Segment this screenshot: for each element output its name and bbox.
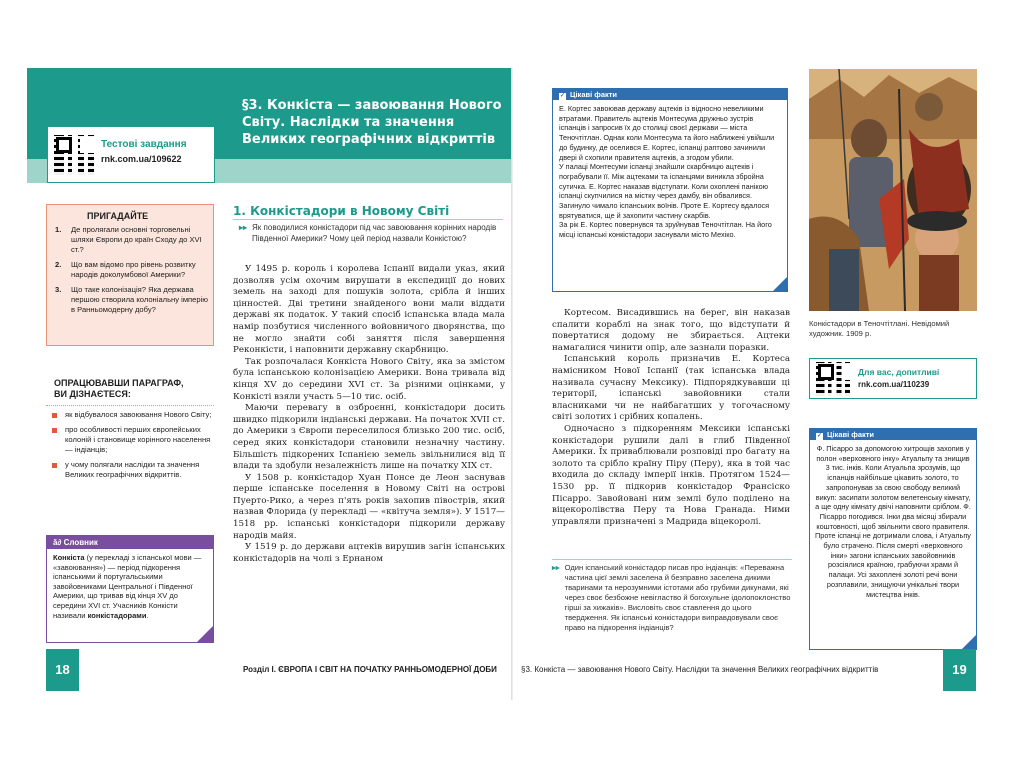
qr-code-icon[interactable] — [816, 362, 850, 396]
learn-heading: ОПРАЦЮВАВШИ ПАРАГРАФ, ВИ ДІЗНАЄТЕСЯ: — [54, 378, 184, 399]
list-item — [55, 225, 211, 255]
glossary-box — [46, 535, 214, 643]
list-item — [46, 460, 214, 480]
facts-body — [553, 100, 787, 244]
remember-heading: ПРИГАДАЙТЕ — [87, 211, 149, 221]
corner-decoration — [962, 635, 976, 649]
arrow-icon: ▸▸ — [239, 223, 248, 232]
paragraph: Так розпочалася Конкіста Нового Світу, яка за змістом була іспанською колонізацією Америки. Вона тривала від кінця XV до середини XVI ст. За різними оцінками, у Конкісті взяли участь 5—10 тис. осіб. — [233, 356, 505, 402]
paragraph: За рік Е. Кортес повернувся та зруйнував Теночтітлан. На його місці іспанські конкістадори заснували місто Мехіко. — [559, 220, 772, 240]
corner-decoration — [197, 626, 213, 642]
intro-question: ▸▸ Як поводилися конкістадори під час завоювання корінних народів Південної Америки? Чому цей період назвали Конкістою? — [239, 223, 497, 243]
item-number: 3. — [55, 285, 62, 294]
bullet-icon — [52, 428, 57, 433]
page-19 — [513, 68, 998, 700]
item-text: Що вам відомо про рівень розвитку народів доколумбової Америки? — [71, 260, 196, 279]
page-number: 18 — [46, 649, 79, 691]
painting-image — [809, 69, 977, 311]
facts-heading: ✓ Цікаві факти — [553, 89, 787, 100]
list-item — [55, 285, 211, 315]
item-text: у чому полягали наслідки та значення Великих географічних відкриттів. — [65, 460, 200, 479]
curious-qr-card[interactable] — [809, 358, 977, 399]
tests-label: Тестові завдання — [101, 139, 187, 150]
divider — [233, 219, 503, 220]
remember-list — [55, 225, 211, 320]
glossary-term-2: конкістадорами — [87, 610, 147, 620]
checkbox-icon: ✓ — [559, 93, 566, 99]
curious-label: Для вас, допитливі — [858, 367, 940, 377]
paragraph: У палаці Монтесуми іспанці знайшли скарбницю ацтеків і пограбували її. Між ацтеками та іспанцями виникла збройна сутичка. Е. Кортес наказав відступати. Коли охоплені панікою іспанці скупчилися на містку через дамбу, він обвалився. Загинуло чимало іспанських воїнів. Проте Е. Кортесу вдалося врятуватися, ще й захопити частину скарбів. — [559, 162, 770, 220]
section-heading: 1. Конкістадори в Новому Світі — [233, 204, 450, 218]
learn-list — [46, 410, 214, 480]
paragraph: Іспанський король призначив Е. Кортеса намісником Нової Іспанії (так іспанська влада називала сучасну Мексику). Підпорядкувавши ці території, іспанські завойовники стали власниками чи не найбагатших у тогочасному світі золотих і срібних копалень. — [552, 354, 790, 423]
item-text: Що таке колонізація? Яка держава першою створила колоніальну імперію в Ранньомодерну добу? — [71, 285, 208, 314]
list-item — [55, 260, 211, 280]
item-text: як відбувалося завоювання Нового Світу; — [65, 410, 212, 419]
paragraph: Е. Кортес завоював державу ацтеків із відносно невеликими втратами. Правитель ацтеків Монтесума дружньо зустрів іспанців і запросив їх до столиці своєї держави — міста Теночтітлан. Однак коли Монтесума та його наближені увійшли до будинку, де оселився Е. Кортес, іспанці раптово зачинили двері й схопили правителя ацтеків, а згодом убили. — [559, 104, 775, 162]
chapter-banner — [27, 68, 511, 183]
qr-code-icon[interactable] — [54, 135, 94, 175]
arrow-icon: ▸▸ — [552, 563, 560, 572]
list-item — [46, 425, 214, 455]
item-text: про особливості перших європейських колоній і становище корінного населення — індіанців; — [65, 425, 211, 454]
corner-decoration — [773, 277, 787, 291]
list-item — [46, 410, 214, 420]
glossary-icon: ǎ∂ — [53, 538, 64, 547]
page-footer: Розділ І. ЄВРОПА І СВІТ НА ПОЧАТКУ РАННЬОМОДЕРНОЇ ДОБИ — [243, 665, 497, 674]
facts-heading: ✓ Цікаві факти — [810, 429, 976, 440]
divider — [46, 405, 214, 406]
main-text — [552, 308, 790, 528]
glossary-body: Конкіста (у перекладі з іспанської мови — «завоювання») — період підкорення іспанськими й португальськими завойовниками Центральної і Південної Америки, що тривав від кінця XV до середини XVI ст. Учасників Конкісти називали конкістадорами. — [53, 553, 202, 620]
glossary-heading: ǎ∂ Словник — [47, 536, 213, 549]
curious-url[interactable]: rnk.com.ua/110239 — [858, 380, 930, 389]
paragraph: У 1508 р. конкістадор Хуан Понсе де Леон заснував перше іспанське поселення в Новому Світі на острові Пуерто-Рико, а через п'ять років захопив півострів, який назвав Флорида (у перекладі — «квітуча земля»). У 1517—1518 рр. іспанські конкістадори підкорили державу народів майя. — [233, 472, 505, 541]
page-footer: §3. Конкіста — завоювання Нового Світу. Наслідки та значення Великих географічних відкриттів — [521, 665, 879, 674]
paragraph: Маючи перевагу в озброєнні, конкістадори досить швидко підкорили індіанські держави. На початок XVII ст. до Америки з Європи переселилося близько 200 тис. осіб, серед яких конкістадори становили незначну частину. Більшість підкорених Іспанією земель звільнилися від її влади та здобули незалежність лише на початку XIX ст. — [233, 403, 505, 472]
facts-box — [552, 88, 788, 292]
checkbox-icon: ✓ — [816, 433, 823, 439]
item-number: 1. — [55, 225, 62, 234]
paragraph: У 1495 р. король і королева Іспанії видали указ, який дозволяв усім охочим вирушати в експедиції до нових земель на заході для пошуків золота, срібла й інших цінностей. Дві третини знайденого вони мали віддати державі як податок. У такий спосіб іспанська влада мала намір позбутися численного войовничого дворянства, що не могло знайти собі заняття після завершення Реконкісти, і наповнити державну скарбницю. — [233, 264, 505, 356]
facts-body: Ф. Пісарро за допомогою хитрощів захопив у полон «верховного інку» Атуальпу та знищив 3 тис. інків. Коли Атуальпа зрозумів, що іспанців найбільше цікавить золото, то запропонував за свою свободу великий викуп: засипати золотом велетенську кімнату, а ще одну кімнату двічі наповнити сріблом. Ф. Пісарро погодився. Інки два місяці збирали коштовності, щоб звільнити свого правителя. Проте іспанці не дотримали слова, і Атуальпу було страчено. Після смерті «верховного інки» загони іспанських завойовників розсіялися країною, грабуючи храми й палаци. Усі захоплені золоті речі вони розплавили, знищуючи унікальні твори мистецтва інків. — [815, 444, 971, 599]
paragraph: У 1519 р. до держави ацтеків вирушив загін іспанських конкістадорів на чолі з Ернаном — [233, 542, 505, 564]
learn-box — [46, 378, 214, 485]
quote-question: ▸▸ Один іспанський конкістадор писав про індіанців: «Переважна частина цієї землі заселена й безправно заселена дикими тваринами та нерозумними істотами або грубими дикунами, які через своє безбожне невігластво й богохульне ідолопоклонство гірші за хижаків». Висловіть своє ставлення до цього твердження. Як іспанські конкістадори виправдовували своє право на підкорення індіанців? — [552, 559, 792, 633]
main-text — [233, 264, 505, 565]
page-title: §3. Конкіста — завоювання Нового Світу. Наслідки та значення Великих географічних відкриттів — [242, 98, 502, 147]
remember-box — [46, 204, 214, 346]
facts-box-2 — [809, 428, 977, 650]
bullet-icon — [52, 413, 57, 418]
item-number: 2. — [55, 260, 62, 269]
paragraph: Одночасно з підкоренням Мексики іспанські конкістадори рушили далі в глиб Південної Америки. Їх приваблювали розповіді про багату на золото та срібло країну Піру (Перу), яка в той час входила до складу імперії інків. Протягом 1524—1530 рр. її підкорив конкістадор Франсіско Пісарро. Завойовані ним землі було поділено на віцекоролівства Перу та Нова Гранада. Ними управляли призначені з Мадрида віцекоролі. — [552, 423, 790, 527]
bullet-icon — [52, 463, 57, 468]
tests-qr-card[interactable] — [47, 126, 215, 183]
glossary-term: Конкіста — [53, 553, 85, 562]
paragraph: Кортесом. Висадившись на берег, він наказав спалити кораблі на знак того, що відступати й повертатися додому не збирається. Ацтеки намагалися чинити опір, але зазнали поразки. — [552, 308, 790, 353]
tests-url[interactable]: rnk.com.ua/109622 — [101, 154, 182, 164]
painting-image-svg — [809, 69, 977, 311]
page-number: 19 — [943, 649, 976, 691]
item-text: Де пролягали основні торговельні шляхи Європи до країн Сходу до XVI ст.? — [71, 225, 202, 254]
painting-caption: Конкістадори в Теночтітлані. Невідомий художник. 1909 р. — [809, 319, 950, 338]
page-18 — [27, 68, 511, 700]
